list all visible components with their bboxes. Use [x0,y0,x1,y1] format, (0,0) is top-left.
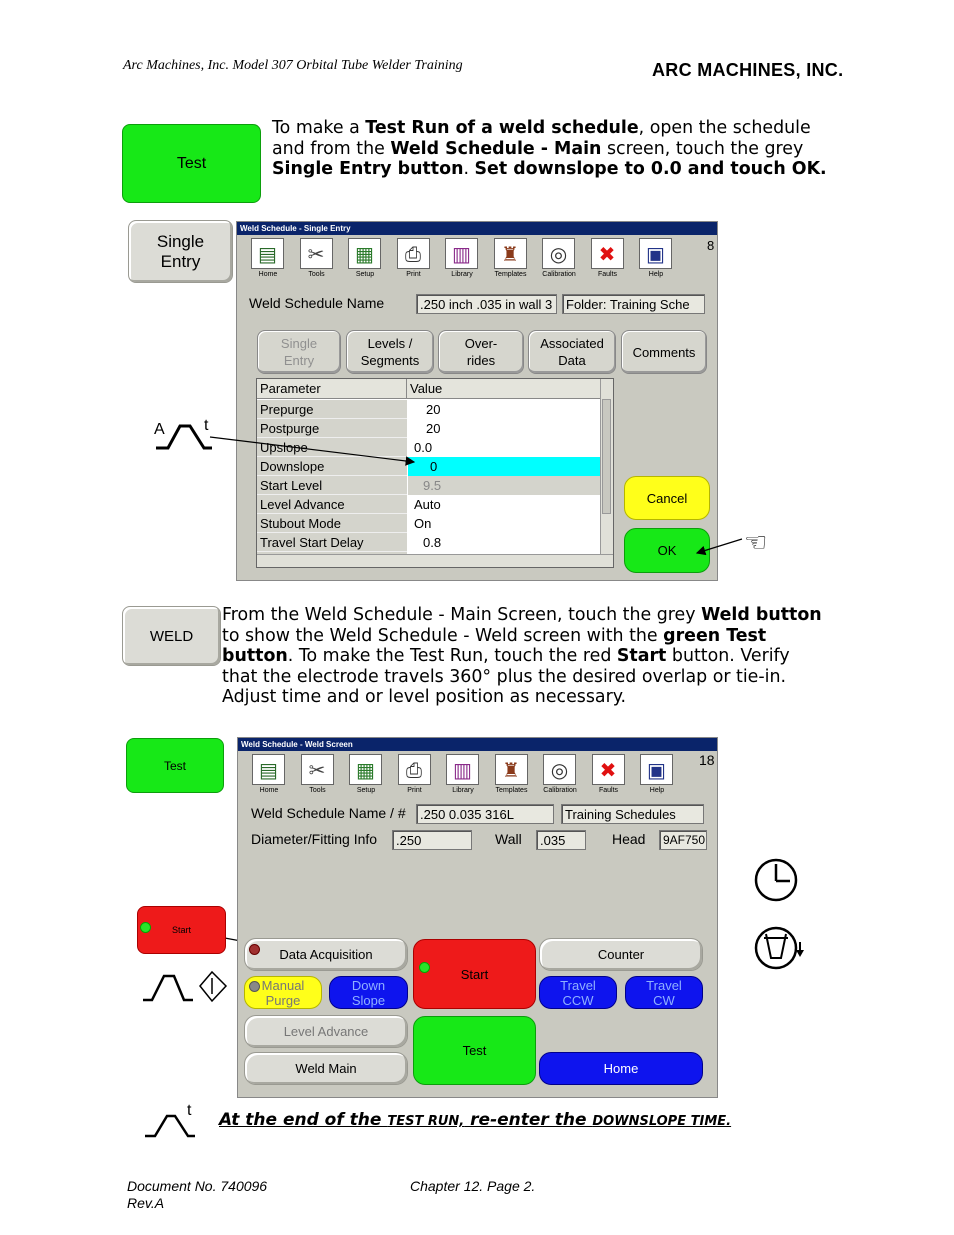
level-advance-button[interactable]: Level Advance [244,1015,408,1048]
cancel-button[interactable]: Cancel [624,476,710,520]
grid-header-parameter[interactable]: Parameter [257,379,407,399]
grid-param-name: Upslope [257,438,407,457]
p2-run: . To make the Test Run, touch the red [287,646,617,666]
head-field[interactable]: 9AF750 [659,830,707,850]
schedule-name-label: Weld Schedule Name [249,295,385,311]
faults-icon[interactable]: ✖ [591,238,624,269]
toolbar-label: Print [407,787,422,794]
head-label: Head [612,831,646,847]
travel-cw-button[interactable]: Travel CW [625,976,703,1009]
ok-button[interactable]: OK [624,528,710,573]
tab-single-entry[interactable]: Single Entry [257,330,341,374]
p1-run: Single Entry button [272,159,464,179]
test-button-image-small: Test [126,738,224,793]
manual-purge-button[interactable]: Manual Purge [244,976,322,1009]
grid-param-value[interactable]: On [414,516,432,531]
grid-header-value[interactable]: Value [407,379,602,399]
setup-icon[interactable]: ▦ [348,238,381,269]
single-entry-label-2: Entry [160,251,201,271]
pointing-hand-icon: ☜ [744,528,768,558]
corner-number: 8 [707,238,715,253]
footer-doc-number: Document No. 740096 Rev.A [127,1178,268,1211]
test-button[interactable]: Test [413,1016,536,1085]
toolbar-label: Calibration [543,787,577,794]
templates-icon[interactable]: ♜ [495,754,528,785]
toolbar-label: Library [451,271,473,278]
setup-icon[interactable]: ▦ [349,754,382,785]
faults-icon[interactable]: ✖ [592,754,625,785]
start-led [419,962,430,973]
footer-chapter: Chapter 12. Page 2. [410,1178,536,1194]
toolbar-label: Home [259,787,279,794]
travel-ccw-button[interactable]: Travel CCW [539,976,617,1009]
print-icon[interactable]: ⎙ [398,754,431,785]
p1-run: . [463,159,475,179]
final-note: At the end of the TEST RUN, re-enter the DOWNSLOPE TIME. [219,1110,732,1130]
grid-param-value[interactable]: 20 [426,402,441,417]
toolbar-label: Help [649,787,665,794]
p2-run: to show the Weld Schedule - Weld screen with the [222,625,664,646]
time-symbol-t: t [187,1102,192,1119]
library-icon[interactable]: ▥ [446,754,479,785]
diameter-field[interactable]: .250 [392,830,472,850]
grid-param-name: Start Level [257,476,407,495]
wall-label: Wall [495,831,522,847]
toolbar-label: Tools [308,271,325,278]
grid-param-name: Travel Start Delay [257,533,407,552]
toolbar-label: Tools [309,787,326,794]
weld-main-button[interactable]: Weld Main [244,1052,408,1085]
grid-param-name: Level Advance [257,495,407,514]
rotation-head-icon [754,924,810,976]
p1-run: Weld Schedule - Main [390,138,602,159]
tab-associated-data[interactable]: Associated Data [528,330,616,374]
p1-run: Test Run of a weld schedule [365,118,639,138]
calibration-icon[interactable]: ◎ [542,238,575,269]
toolbar-label: Home [258,271,278,278]
tab-overrides[interactable]: Over- rides [438,330,524,374]
tab-comments[interactable]: Comments [621,330,707,374]
toolbar-label: Help [648,271,664,278]
print-icon[interactable]: ⎙ [397,238,430,269]
grid-param-name: Prepurge [257,400,407,419]
toolbar-label: Setup [355,271,375,278]
header-title: Arc Machines, Inc. Model 307 Orbital Tube Welder Training [123,58,463,73]
toolbar-label: Library [452,787,474,794]
p2-run: From the Weld Schedule - Main Screen, touch the grey [222,605,702,625]
home-button[interactable]: Home [539,1052,703,1085]
tools-icon[interactable]: ✂ [301,754,334,785]
grid-param-value[interactable]: Auto [414,497,441,512]
p1-run: screen, touch the grey [601,138,804,159]
home-icon[interactable]: ▤ [251,238,284,269]
help-icon[interactable]: ▣ [640,754,673,785]
counter-button[interactable]: Counter [539,938,703,971]
tools-icon[interactable]: ✂ [300,238,333,269]
toolbar-label: Faults [597,271,618,278]
p2-run: green Test button [222,625,767,666]
p1-run: To make a [272,118,366,138]
down-slope-button[interactable]: Down Slope [329,976,408,1009]
toolbar-label: Faults [598,787,619,794]
company-logo-text: ARC MACHINES, INC. [652,60,844,80]
toolbar-label: Templates [495,787,528,794]
toolbar-label: Print [406,271,421,278]
home-icon[interactable]: ▤ [252,754,285,785]
corner-number-2: 18 [699,752,715,768]
toolbar-label: Setup [356,787,376,794]
test-button-label: Test [176,154,207,172]
grid-param-name: Postpurge [257,419,407,438]
screen-title-bar-2: Weld Schedule - Weld Screen [238,738,717,751]
schedule-name-field[interactable]: .250 inch .035 in wall 3 [416,294,557,314]
grid-param-name: Downslope [257,457,407,476]
schedule-name-field-2[interactable]: .250 0.035 316L [416,804,554,824]
grid-param-value[interactable]: 20 [426,421,441,436]
grid-param-value[interactable]: 0.8 [423,535,442,550]
grid-param-value[interactable]: 0 [408,457,601,476]
folder-field-2[interactable]: Training Schedules [561,804,704,824]
screen-title-bar: Weld Schedule - Single Entry [237,222,717,235]
manual-purge-led [249,981,260,992]
help-icon[interactable]: ▣ [639,238,672,269]
p2-run: button. Verify that the electrode travels 360° plus the desired overlap or tie-in. Adjust time and or level position as necessary. [222,646,790,707]
clock-icon [754,856,806,906]
diameter-label: Diameter/Fitting Info [251,831,378,847]
start-button[interactable]: Start [413,939,536,1009]
library-icon[interactable]: ▥ [445,238,478,269]
schedule-name-label-2: Weld Schedule Name / # [251,805,406,821]
p2-run: Start [616,646,667,666]
start-button-image: Start [137,906,226,954]
calibration-icon[interactable]: ◎ [543,754,576,785]
upslope-downslope-symbol: A t [154,417,214,453]
p1-run: Set downslope to 0.0 and touch OK. [474,159,827,179]
single-entry-label-1: Single [156,231,205,251]
grid-param-value[interactable]: 0.0 [414,440,433,455]
instruction-paragraph-2 [222,605,822,708]
folder-field[interactable]: Folder: Training Sche [562,294,705,314]
wall-field[interactable]: .035 [536,830,586,850]
p2-run: Weld button [701,605,822,625]
toolbar-label: Templates [494,271,527,278]
tab-levels-segments[interactable]: Levels / Segments [346,330,434,374]
grid-param-value[interactable]: 9.5 [408,476,601,495]
templates-icon[interactable]: ♜ [494,238,527,269]
slope-symbol-with-diamond [140,968,230,1008]
data-acquisition-led [249,944,260,955]
grid-param-name: Stubout Mode [257,514,407,533]
data-acquisition-button[interactable]: Data Acquisition [244,938,408,971]
p1-run: , open the schedule and from the [272,118,811,159]
weld-button-image: WELD [122,606,221,666]
start-indicator-led [140,922,151,933]
toolbar-label: Calibration [542,271,576,278]
